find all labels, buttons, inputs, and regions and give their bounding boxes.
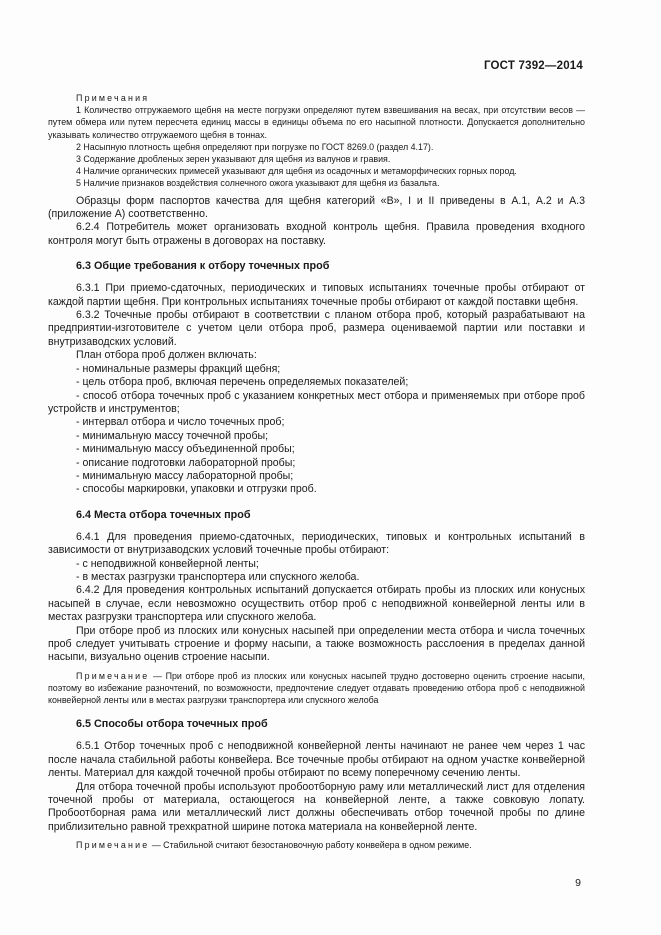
note-text: — Стабильной считают безостановочную работу конвейера в одном режиме. [149, 840, 472, 851]
list-item: - номинальные размеры фракций щебня; [76, 362, 281, 375]
paragraph-frame: Для отбора точечной пробы используют пробоотборную раму или металлический лист для отделения точечной пробы от материала, остающегося на конвейерной ленте, а также совковую лопату. Пробоотборная рама или металлический лист должны обеспечивать отбор точечной пробы по длине приблизительно равной трехкратной ширине потока материала на конвейерной ленте. [48, 780, 585, 833]
list-item: - способы маркировки, упаковки и отгрузки проб. [76, 483, 317, 496]
page-body [48, 92, 585, 851]
places-list [48, 558, 585, 585]
list-item: - цель отбора проб, включая перечень определяемых показателей; [76, 376, 409, 389]
note-text: — При отборе проб из плоских или конусных насыпей трудно достоверно оценить строение насыпи, поэтому во избежание разночтений, по возможности, предпочтение следует отдавать проведению отбора проб с неподвижной конвейерной ленты или в местах разгрузки транспортера или спускного желоба [48, 670, 585, 706]
section-6-5-heading: 6.5 Способы отбора точечных проб [76, 718, 268, 731]
section-6-3-heading: 6.3 Общие требования к отбору точечных проб [76, 260, 330, 273]
notes-title: Примечания [76, 93, 150, 103]
note-5: 5 Наличие признаков воздействия солнечного ожога указывают для щебня из базальта. [76, 178, 440, 189]
plan-intro: План отбора проб должен включать: [76, 349, 257, 362]
paragraph-6-3-2: 6.3.2 Точечные пробы отбирают в соответствии с планом отбора проб, который разрабатывают на предприятии-изготовителе с учетом цели отбора проб, размера оцениваемой партии или поставки и внутризаводских условий. [48, 309, 585, 348]
list-item: - способ отбора точечных проб с указанием конкретных мест отбора и применяемых при отборе проб устройств и инструментов; [48, 389, 585, 415]
note-1: 1 Количество отгружаемого щебня на месте погрузки определяют путем взвешивания на весах, при отсутствии весов — путем обмера или путем пересчета единиц массы в единицы объема по его насыпной плотности. Допускается дополнительно указывать количество отгружаемого щебня в тоннах. [48, 105, 585, 140]
note-3: 3 Содержание дробленых зерен указывают для щебня из валунов и гравия. [76, 154, 391, 165]
paragraph-forms: Образцы форм паспортов качества для щебня категорий «В», I и II приведены в А.1, А.2 и А.3 (приложение А) соответственно. [48, 194, 585, 221]
paragraph-6-2-4: 6.2.4 Потребитель может организовать входной контроль щебня. Правила проведения входного контроля могут быть отражены в договорах на поставку. [48, 221, 585, 247]
note-4: 4 Наличие органических примесей указывают для щебня из осадочных и метаморфических горных пород. [76, 166, 517, 177]
paragraph-6-3-1: 6.3.1 При приемо-сдаточных, периодических и типовых испытаниях точечные пробы отбирают от каждой партии щебня. При контрольных испытаниях точечные пробы отбирают от каждой поставки щебня. [48, 282, 585, 308]
notes-block [48, 92, 585, 190]
list-item: - интервал отбора и число точечных проб; [76, 416, 285, 429]
note-6-4 [48, 670, 585, 707]
paragraph-6-4-2: 6.4.2 Для проведения контрольных испытаний допускается отбирать пробы из плоских или конусных насыпей в случае, если невозможно осуществить отбор проб с неподвижной конвейерной ленты или в местах разгрузки транспортера или спускного желоба. [48, 584, 585, 624]
paragraph-6-5-1: 6.5.1 Отбор точечных проб с неподвижной конвейерной ленты начинают не ранее чем через 1 час после начала стабильной работы конвейера. Все точечные пробы отбирают на одном участке конвейерной ленты. Материал для каждой точечной пробы отбирают по всему поперечному сечению ленты. [48, 740, 585, 780]
section-6-4-heading: 6.4 Места отбора точечных проб [76, 508, 251, 521]
note-label: Примечание [76, 840, 150, 851]
page-number: 9 [575, 877, 581, 889]
list-item: - в местах разгрузки транспортера или спускного желоба. [76, 570, 360, 583]
plan-list [48, 363, 585, 497]
list-item: - с неподвижной конвейерной ленты; [76, 557, 259, 570]
paragraph-6-4-1: 6.4.1 Для проведения приемо-сдаточных, периодических, типовых и контрольных испытаний в зависимости от внутризаводских условий точечные пробы отбирают: [48, 530, 585, 557]
paragraph-heaps: При отборе проб из плоских или конусных насыпей при определении места отбора и числа точечных проб следует учитывать строение и форму насыпи, а также возможность расслоения в пределах данной насыпи, визуально оценив строение насыпи. [48, 624, 585, 664]
list-item: - описание подготовки лабораторной пробы; [76, 456, 296, 469]
note-2: 2 Насыпную плотность щебня определяют при погрузке по ГОСТ 8269.0 (раздел 4.17). [76, 141, 434, 152]
list-item: - минимальную массу объединенной пробы; [76, 443, 295, 456]
list-item: - минимальную массу лабораторной пробы; [76, 469, 294, 482]
document-code: ГОСТ 7392—2014 [483, 60, 583, 72]
note-label: Примечание [76, 670, 150, 681]
note-6-5 [48, 839, 585, 851]
list-item: - минимальную массу точечной пробы; [76, 429, 269, 442]
